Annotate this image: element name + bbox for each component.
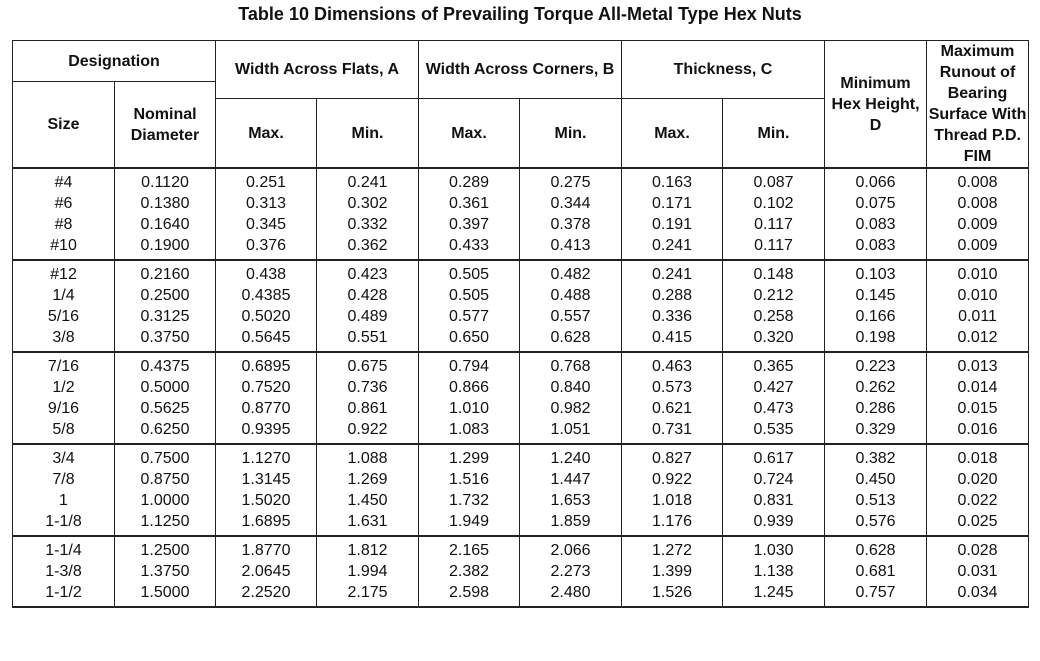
thickness-max-cell: 0.573 [622,377,723,398]
size-header: Size [13,82,115,169]
flats-max-cell: 1.6895 [216,511,317,536]
size-cell: 1/4 [13,285,115,306]
thickness-max-cell: 0.731 [622,419,723,444]
flats-max-cell: 0.376 [216,235,317,260]
corners-min-cell: 1.447 [520,469,622,490]
nominal-diameter-header: Nominal Diameter [115,82,216,169]
max-runout-cell: 0.031 [927,561,1029,582]
thickness-max-cell: 1.526 [622,582,723,607]
min-hex-height-cell: 0.166 [825,306,927,327]
size-cell: 7/8 [13,469,115,490]
flats-min-cell: 0.302 [317,193,419,214]
min-hex-height-cell: 0.198 [825,327,927,352]
size-cell: 3/4 [13,444,115,469]
corners-min-cell: 0.557 [520,306,622,327]
flats-min-cell: 0.362 [317,235,419,260]
flats-max-cell: 2.2520 [216,582,317,607]
table-title: Table 10 Dimensions of Prevailing Torque All-Metal Type Hex Nuts [238,4,802,24]
max-runout-cell: 0.013 [927,352,1029,377]
size-cell: 1-1/8 [13,511,115,536]
min-hex-height-cell: 0.681 [825,561,927,582]
flats-min-cell: 0.675 [317,352,419,377]
max-runout-cell: 0.034 [927,582,1029,607]
max-runout-cell: 0.010 [927,260,1029,285]
thickness-max-cell: 0.463 [622,352,723,377]
min-hex-height-cell: 0.628 [825,536,927,561]
corners-max-cell: 0.505 [419,260,520,285]
flats-max-cell: 2.0645 [216,561,317,582]
flats-min-cell: 0.423 [317,260,419,285]
corners-min-cell: 0.768 [520,352,622,377]
table-row [13,306,1029,327]
corners-min-cell: 1.051 [520,419,622,444]
thickness-max-cell: 0.171 [622,193,723,214]
size-cell: #10 [13,235,115,260]
corners-min-cell: 2.066 [520,536,622,561]
width-across-corners-header: Width Across Corners, B [419,41,622,99]
min-hex-height-cell: 0.262 [825,377,927,398]
flats-max-cell: 0.5645 [216,327,317,352]
nominal-diameter-cell: 0.4375 [115,352,216,377]
thickness-min-cell: 1.245 [723,582,825,607]
max-runout-cell: 0.009 [927,235,1029,260]
flats-min-header: Min. [317,99,419,169]
max-runout-cell: 0.018 [927,444,1029,469]
max-runout-cell: 0.022 [927,490,1029,511]
corners-max-cell: 0.866 [419,377,520,398]
size-cell: 1-1/2 [13,582,115,607]
nominal-diameter-cell: 0.1380 [115,193,216,214]
min-hex-height-cell: 0.286 [825,398,927,419]
flats-min-cell: 0.489 [317,306,419,327]
corners-min-cell: 0.488 [520,285,622,306]
min-hex-height-cell: 0.083 [825,214,927,235]
size-cell: 5/16 [13,306,115,327]
corners-max-cell: 2.598 [419,582,520,607]
corners-min-cell: 0.628 [520,327,622,352]
max-runout-cell: 0.015 [927,398,1029,419]
corners-max-cell: 0.361 [419,193,520,214]
size-cell: 7/16 [13,352,115,377]
thickness-max-cell: 1.018 [622,490,723,511]
table-row [13,444,1029,469]
corners-min-cell: 1.653 [520,490,622,511]
thickness-min-cell: 1.138 [723,561,825,582]
corners-min-cell: 0.840 [520,377,622,398]
nominal-diameter-cell: 0.3125 [115,306,216,327]
corners-min-cell: 1.859 [520,511,622,536]
max-runout-header: Maximum Runout of Bearing Surface With Thread P.D. FIM [927,41,1029,169]
nominal-diameter-cell: 0.1120 [115,168,216,193]
row-group [13,168,1029,260]
flats-min-cell: 0.551 [317,327,419,352]
max-runout-cell: 0.011 [927,306,1029,327]
thickness-max-cell: 1.272 [622,536,723,561]
flats-max-cell: 0.5020 [216,306,317,327]
min-hex-height-cell: 0.329 [825,419,927,444]
flats-max-cell: 1.5020 [216,490,317,511]
corners-min-cell: 0.378 [520,214,622,235]
nominal-diameter-cell: 1.3750 [115,561,216,582]
max-runout-cell: 0.028 [927,536,1029,561]
thickness-min-cell: 0.724 [723,469,825,490]
thickness-max-cell: 0.827 [622,444,723,469]
thickness-max-cell: 0.336 [622,306,723,327]
corners-max-cell: 0.433 [419,235,520,260]
flats-max-cell: 1.8770 [216,536,317,561]
min-hex-height-cell: 0.576 [825,511,927,536]
flats-min-cell: 0.861 [317,398,419,419]
corners-min-cell: 0.413 [520,235,622,260]
row-group [13,536,1029,607]
thickness-max-cell: 0.621 [622,398,723,419]
thickness-header: Thickness, C [622,41,825,99]
thickness-max-cell: 0.288 [622,285,723,306]
table-row [13,419,1029,444]
flats-min-cell: 1.088 [317,444,419,469]
flats-max-cell: 0.4385 [216,285,317,306]
thickness-min-cell: 0.148 [723,260,825,285]
table-row [13,377,1029,398]
thickness-min-cell: 0.939 [723,511,825,536]
row-group [13,260,1029,352]
table-row [13,469,1029,490]
corners-max-cell: 1.083 [419,419,520,444]
flats-max-cell: 0.9395 [216,419,317,444]
thickness-min-header: Min. [723,99,825,169]
size-cell: #6 [13,193,115,214]
corners-min-cell: 2.273 [520,561,622,582]
size-cell: #12 [13,260,115,285]
min-hex-height-cell: 0.382 [825,444,927,469]
nominal-diameter-cell: 0.7500 [115,444,216,469]
flats-min-cell: 1.631 [317,511,419,536]
table-row [13,260,1029,285]
corners-max-cell: 2.382 [419,561,520,582]
table-row [13,235,1029,260]
corners-min-cell: 0.482 [520,260,622,285]
thickness-max-cell: 0.163 [622,168,723,193]
flats-min-cell: 0.332 [317,214,419,235]
thickness-min-cell: 1.030 [723,536,825,561]
table-row [13,490,1029,511]
thickness-min-cell: 0.320 [723,327,825,352]
corners-max-cell: 1.516 [419,469,520,490]
corners-min-cell: 0.275 [520,168,622,193]
thickness-min-cell: 0.212 [723,285,825,306]
flats-max-cell: 0.313 [216,193,317,214]
max-runout-cell: 0.025 [927,511,1029,536]
max-runout-cell: 0.009 [927,214,1029,235]
size-cell: 3/8 [13,327,115,352]
flats-min-cell: 0.922 [317,419,419,444]
min-hex-height-cell: 0.513 [825,490,927,511]
size-cell: #4 [13,168,115,193]
flats-min-cell: 1.812 [317,536,419,561]
thickness-max-cell: 0.922 [622,469,723,490]
flats-min-cell: 1.994 [317,561,419,582]
thickness-min-cell: 0.365 [723,352,825,377]
min-hex-height-cell: 0.145 [825,285,927,306]
corners-min-cell: 2.480 [520,582,622,607]
min-hex-height-cell: 0.223 [825,352,927,377]
thickness-max-cell: 1.399 [622,561,723,582]
table-row [13,561,1029,582]
corners-max-cell: 1.010 [419,398,520,419]
corners-min-cell: 1.240 [520,444,622,469]
nominal-diameter-cell: 0.3750 [115,327,216,352]
min-hex-height-cell: 0.066 [825,168,927,193]
nominal-diameter-cell: 1.0000 [115,490,216,511]
flats-min-cell: 0.241 [317,168,419,193]
thickness-min-cell: 0.473 [723,398,825,419]
max-runout-cell: 0.020 [927,469,1029,490]
size-cell: #8 [13,214,115,235]
row-group [13,352,1029,444]
nominal-diameter-cell: 0.1900 [115,235,216,260]
flats-min-cell: 0.428 [317,285,419,306]
designation-header: Designation [13,41,216,82]
thickness-min-cell: 0.427 [723,377,825,398]
table-row [13,285,1029,306]
corners-max-cell: 0.289 [419,168,520,193]
flats-max-cell: 0.345 [216,214,317,235]
width-across-flats-header: Width Across Flats, A [216,41,419,99]
table-row [13,168,1029,193]
size-cell: 9/16 [13,398,115,419]
thickness-max-header: Max. [622,99,723,169]
thickness-max-cell: 0.241 [622,235,723,260]
flats-max-cell: 0.7520 [216,377,317,398]
min-hex-height-cell: 0.757 [825,582,927,607]
nominal-diameter-cell: 0.8750 [115,469,216,490]
corners-max-cell: 1.949 [419,511,520,536]
size-cell: 1-1/4 [13,536,115,561]
corners-max-header: Max. [419,99,520,169]
max-runout-cell: 0.010 [927,285,1029,306]
nominal-diameter-cell: 0.5000 [115,377,216,398]
size-cell: 1-3/8 [13,561,115,582]
dimensions-table [12,40,1029,608]
nominal-diameter-cell: 1.5000 [115,582,216,607]
max-runout-cell: 0.008 [927,193,1029,214]
thickness-max-cell: 1.176 [622,511,723,536]
thickness-min-cell: 0.117 [723,214,825,235]
corners-max-cell: 1.299 [419,444,520,469]
table-row [13,582,1029,607]
nominal-diameter-cell: 0.6250 [115,419,216,444]
table-row [13,352,1029,377]
corners-max-cell: 1.732 [419,490,520,511]
table-row [13,327,1029,352]
corners-min-cell: 0.982 [520,398,622,419]
flats-min-cell: 0.736 [317,377,419,398]
max-runout-cell: 0.012 [927,327,1029,352]
flats-max-cell: 0.6895 [216,352,317,377]
min-hex-height-cell: 0.103 [825,260,927,285]
thickness-min-cell: 0.087 [723,168,825,193]
max-runout-cell: 0.016 [927,419,1029,444]
corners-max-cell: 0.577 [419,306,520,327]
row-group [13,444,1029,536]
flats-max-cell: 0.8770 [216,398,317,419]
thickness-min-cell: 0.535 [723,419,825,444]
thickness-min-cell: 0.258 [723,306,825,327]
thickness-min-cell: 0.831 [723,490,825,511]
min-hex-height-cell: 0.450 [825,469,927,490]
table-row [13,193,1029,214]
corners-max-cell: 0.650 [419,327,520,352]
table-row [13,536,1029,561]
corners-min-cell: 0.344 [520,193,622,214]
size-cell: 1 [13,490,115,511]
corners-max-cell: 0.397 [419,214,520,235]
nominal-diameter-cell: 1.2500 [115,536,216,561]
flats-min-cell: 1.450 [317,490,419,511]
flats-min-cell: 2.175 [317,582,419,607]
corners-min-header: Min. [520,99,622,169]
corners-max-cell: 0.505 [419,285,520,306]
nominal-diameter-cell: 0.1640 [115,214,216,235]
max-runout-cell: 0.008 [927,168,1029,193]
nominal-diameter-cell: 0.2160 [115,260,216,285]
min-hex-height-header: Minimum Hex Height, D [825,41,927,169]
flats-max-cell: 0.438 [216,260,317,285]
flats-max-cell: 1.3145 [216,469,317,490]
thickness-max-cell: 0.191 [622,214,723,235]
size-cell: 5/8 [13,419,115,444]
flats-min-cell: 1.269 [317,469,419,490]
corners-max-cell: 0.794 [419,352,520,377]
thickness-min-cell: 0.617 [723,444,825,469]
table-row [13,511,1029,536]
flats-max-header: Max. [216,99,317,169]
flats-max-cell: 1.1270 [216,444,317,469]
max-runout-cell: 0.014 [927,377,1029,398]
nominal-diameter-cell: 1.1250 [115,511,216,536]
size-cell: 1/2 [13,377,115,398]
thickness-max-cell: 0.415 [622,327,723,352]
min-hex-height-cell: 0.083 [825,235,927,260]
thickness-min-cell: 0.102 [723,193,825,214]
table-row [13,214,1029,235]
table-row [13,398,1029,419]
thickness-min-cell: 0.117 [723,235,825,260]
corners-max-cell: 2.165 [419,536,520,561]
min-hex-height-cell: 0.075 [825,193,927,214]
flats-max-cell: 0.251 [216,168,317,193]
nominal-diameter-cell: 0.2500 [115,285,216,306]
thickness-max-cell: 0.241 [622,260,723,285]
nominal-diameter-cell: 0.5625 [115,398,216,419]
